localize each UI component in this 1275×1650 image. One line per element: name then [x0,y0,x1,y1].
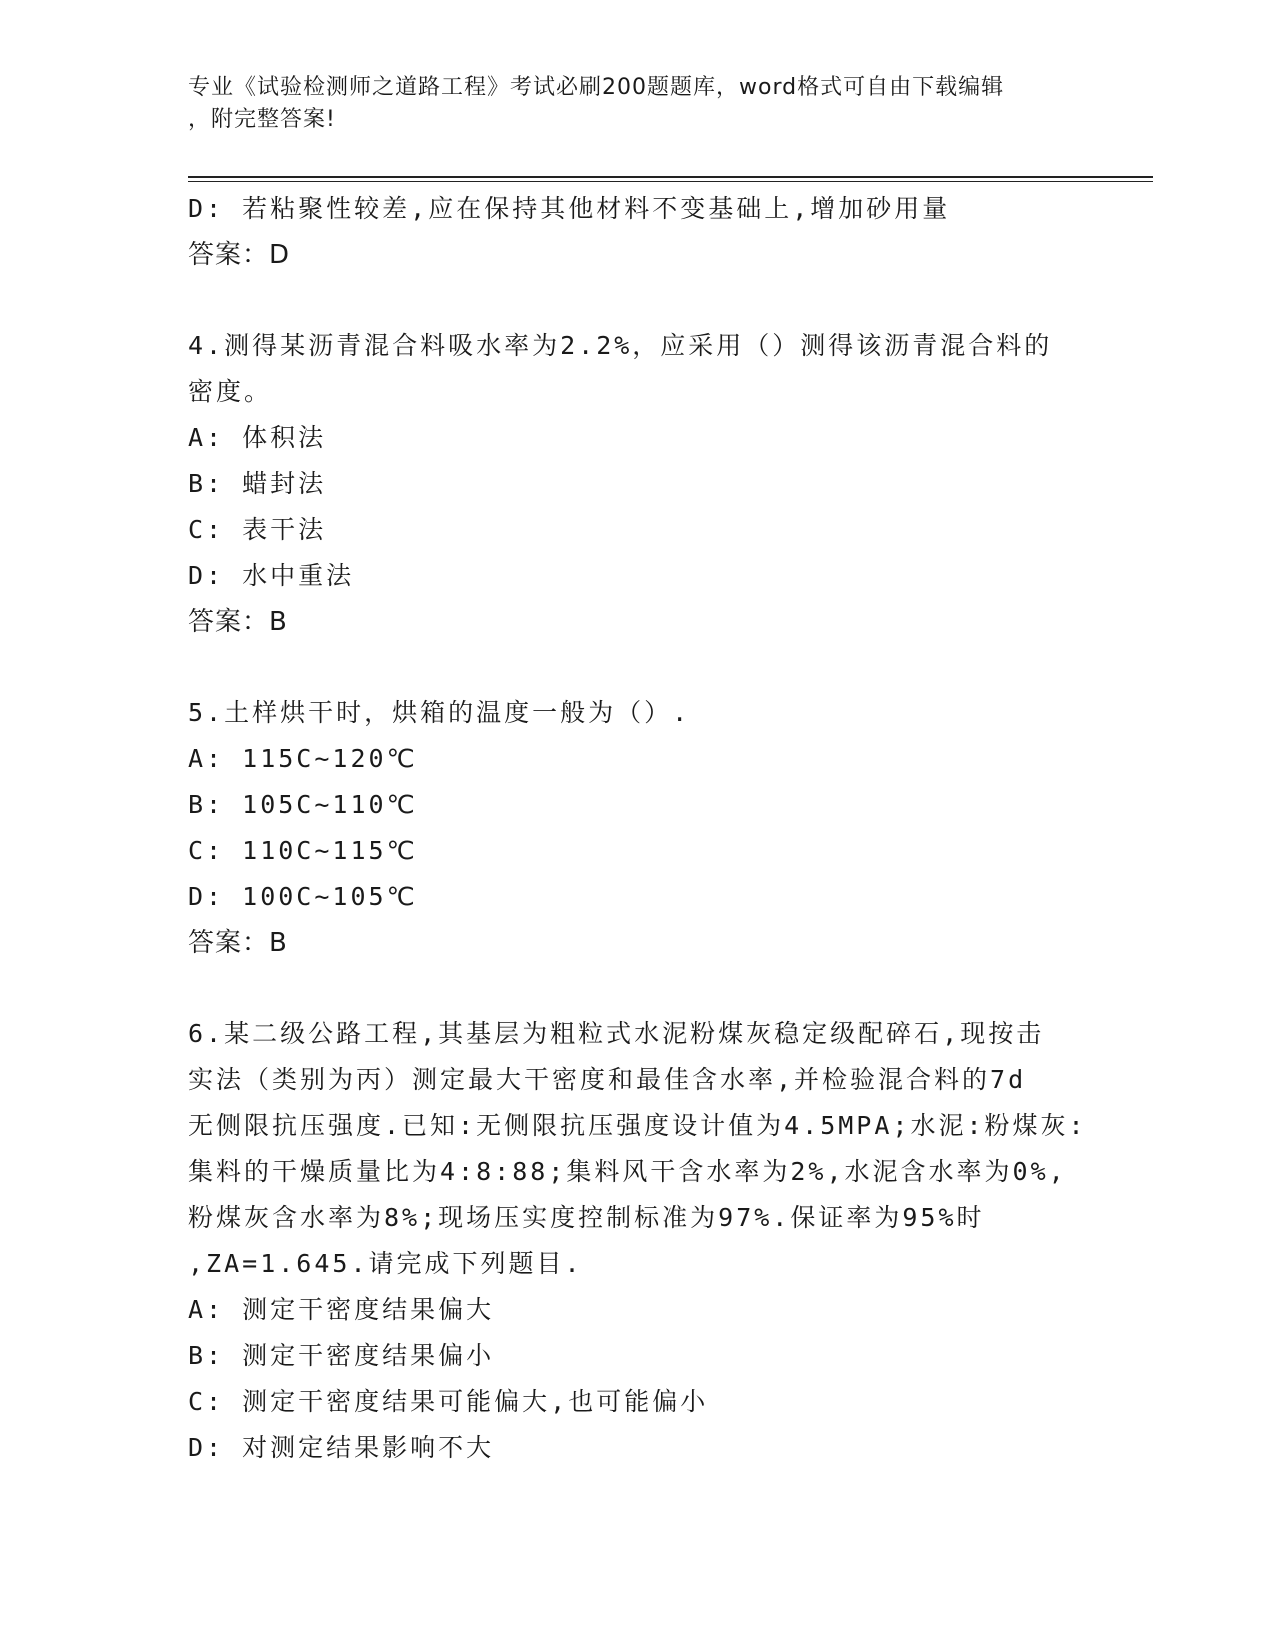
question-6-stem-line: ,ZA=1.645.请完成下列题目. [188,1249,583,1278]
question-4-stem-line: 密度。 [188,377,273,406]
question-4-option-a: A: 体积法 [188,423,327,452]
question-6-stem-line: 无侧限抗压强度.已知:无侧限抗压强度设计值为4.5MPA;水泥:粉煤灰: [188,1111,1087,1140]
header-divider-thin [188,181,1153,182]
question-6-option-a: A: 测定干密度结果偏大 [188,1295,495,1324]
question-4-option-b: B: 蜡封法 [188,469,327,498]
question-4-answer: 答案：B [188,607,288,637]
question-5-stem-line: 5.土样烘干时，烘箱的温度一般为（）. [188,698,691,727]
question-6-stem-line: 实法（类别为丙）测定最大干密度和最佳含水率,并检验混合料的7d [188,1065,1027,1094]
question-5-option-a: A: 115C~120℃ [188,744,418,773]
question-5-option-d: D: 100C~105℃ [188,882,418,911]
question-5-answer: 答案：B [188,928,288,958]
question-6 [188,1011,1088,1471]
prev-answer: 答案：D [188,240,291,270]
question-6-option-c: C: 测定干密度结果可能偏大,也可能偏小 [188,1387,709,1416]
question-4 [188,323,1088,645]
header-line-2: ，附完整答案! [188,107,336,132]
question-6-option-b: B: 测定干密度结果偏小 [188,1341,495,1370]
document-header [188,72,1088,136]
header-line-1: 专业《试验检测师之道路工程》考试必刷200题题库，word格式可自由下载编辑 [188,75,1005,100]
question-4-option-d: D: 水中重法 [188,561,355,590]
question-4-option-c: C: 表干法 [188,515,327,544]
question-6-stem-line: 粉煤灰含水率为8%;现场压实度控制标准为97%.保证率为95%时 [188,1203,985,1232]
question-5 [188,690,1088,966]
question-6-option-d: D: 对测定结果影响不大 [188,1433,495,1462]
document-body [188,186,1088,1471]
question-4-stem-line: 4.测得某沥青混合料吸水率为2.2%，应采用（）测得该沥青混合料的 [188,331,1053,360]
prev-option-d: D: 若粘聚性较差,应在保持其他材料不变基础上,增加砂用量 [188,194,951,223]
question-6-stem-line: 6.某二级公路工程,其基层为粗粒式水泥粉煤灰稳定级配碎石,现按击 [188,1019,1045,1048]
question-5-option-b: B: 105C~110℃ [188,790,418,819]
header-divider-thick [188,176,1153,178]
question-6-stem-line: 集料的干燥质量比为4:8:88;集料风干含水率为2%,水泥含水率为0%, [188,1157,1067,1186]
question-5-option-c: C: 110C~115℃ [188,836,418,865]
